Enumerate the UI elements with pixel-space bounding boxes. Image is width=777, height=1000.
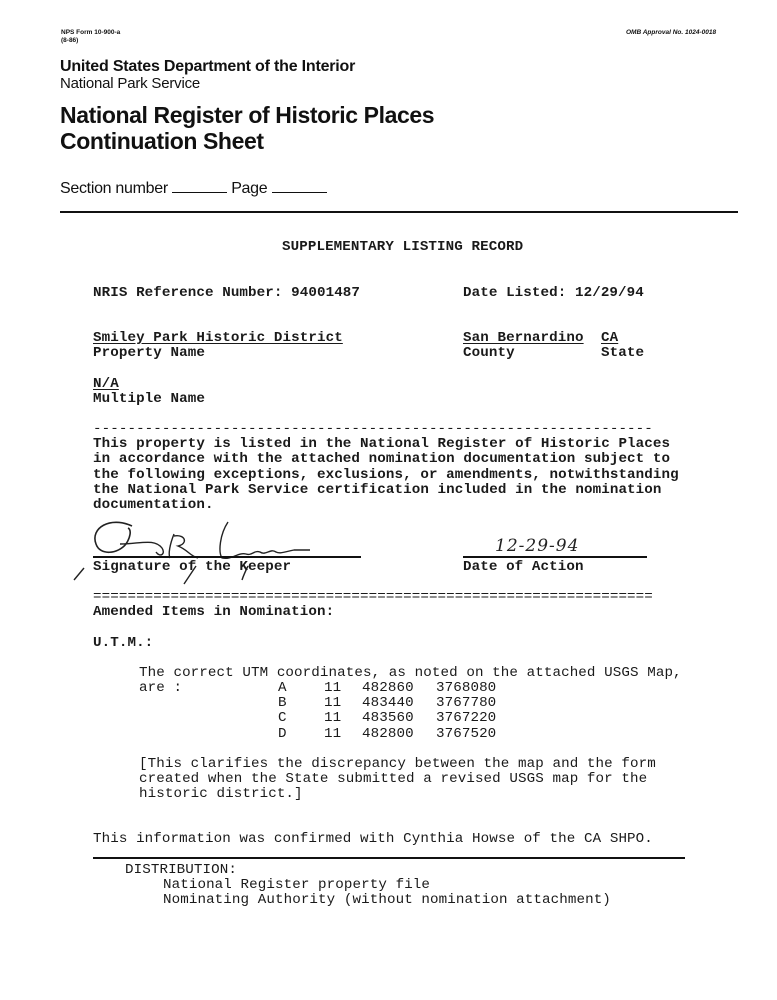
utm-point: B bbox=[278, 695, 287, 711]
utm-point: C bbox=[278, 710, 287, 726]
page-title-line1: National Register of Historic Places bbox=[60, 102, 435, 128]
department-name: United States Department of the Interior bbox=[60, 58, 356, 75]
utm-northing: 3768080 bbox=[436, 680, 497, 696]
utm-easting: 483560 bbox=[362, 710, 414, 726]
multiple-name-value: N/A bbox=[93, 376, 119, 392]
property-name-value: Smiley Park Historic District bbox=[93, 330, 343, 346]
double-divider: ================================================================= bbox=[93, 589, 653, 605]
statement-line-1: This property is listed in the National Register of Historic Places bbox=[93, 436, 671, 452]
utm-zone: 11 bbox=[324, 710, 342, 726]
form-number: NPS Form 10-900-a bbox=[61, 29, 121, 36]
utm-northing: 3767220 bbox=[436, 710, 497, 726]
utm-easting: 483440 bbox=[362, 695, 414, 711]
header-rule bbox=[60, 211, 738, 213]
utm-easting: 482860 bbox=[362, 680, 414, 696]
distribution-rule bbox=[93, 857, 685, 859]
statement-line-5: documentation. bbox=[93, 497, 214, 513]
distribution-item: National Register property file bbox=[163, 877, 431, 893]
utm-northing: 3767520 bbox=[436, 726, 497, 742]
statement-line-3: the following exceptions, exclusions, or amendments, notwithstanding bbox=[93, 467, 679, 483]
county-value: San Bernardino bbox=[463, 330, 584, 346]
confirmation-note: This information was confirmed with Cynthia Howse of the CA SHPO. bbox=[93, 831, 653, 847]
utm-point: D bbox=[278, 726, 287, 742]
utm-easting: 482800 bbox=[362, 726, 414, 742]
service-name: National Park Service bbox=[60, 75, 201, 92]
section-number-blank bbox=[172, 192, 227, 193]
utm-point: A bbox=[278, 680, 287, 696]
utm-zone: 11 bbox=[324, 695, 342, 711]
page-number-blank bbox=[272, 192, 327, 193]
section-number-label: Section number bbox=[60, 180, 168, 197]
distribution-item: Nominating Authority (without nomination attachment) bbox=[163, 892, 611, 908]
utm-zone: 11 bbox=[324, 726, 342, 742]
nris-reference: NRIS Reference Number: 94001487 bbox=[93, 285, 361, 301]
section-number-field bbox=[60, 180, 327, 198]
multiple-name-label: Multiple Name bbox=[93, 391, 205, 407]
state-label: State bbox=[601, 345, 645, 361]
county-label: County bbox=[463, 345, 515, 361]
form-date: (8-86) bbox=[61, 37, 79, 44]
record-heading: SUPPLEMENTARY LISTING RECORD bbox=[282, 239, 524, 255]
omb-number: OMB Approval No. 1024-0018 bbox=[626, 29, 717, 36]
amended-heading: Amended Items in Nomination: bbox=[93, 604, 335, 620]
utm-intro: The correct UTM coordinates, as noted on the attached USGS Map, bbox=[139, 665, 682, 681]
date-line bbox=[463, 556, 647, 558]
page-title-line2: Continuation Sheet bbox=[60, 128, 264, 154]
utm-zone: 11 bbox=[324, 680, 342, 696]
signature-label: Signature of the Keeper bbox=[93, 559, 292, 575]
distribution-heading: DISTRIBUTION: bbox=[125, 862, 237, 878]
clarification-line-3: historic district.] bbox=[139, 786, 303, 802]
action-date-handwritten: 12-29-94 bbox=[495, 536, 580, 556]
statement-line-2: in accordance with the attached nomination documentation subject to bbox=[93, 451, 671, 467]
page-label: Page bbox=[231, 180, 268, 197]
utm-are-label: are : bbox=[139, 680, 183, 696]
clarification-line-1: [This clarifies the discrepancy between the map and the form bbox=[139, 756, 656, 772]
dash-divider: ----------------------------------------------------------------- bbox=[93, 421, 653, 437]
statement-line-4: the National Park Service certification included in the nomination bbox=[93, 482, 662, 498]
date-listed: Date Listed: 12/29/94 bbox=[463, 285, 644, 301]
keeper-signature bbox=[70, 514, 370, 594]
state-value: CA bbox=[601, 330, 619, 346]
date-of-action-label: Date of Action bbox=[463, 559, 584, 575]
property-name-label: Property Name bbox=[93, 345, 205, 361]
clarification-line-2: created when the State submitted a revised USGS map for the bbox=[139, 771, 648, 787]
signature-line bbox=[93, 556, 361, 558]
utm-heading: U.T.M.: bbox=[93, 635, 154, 651]
utm-northing: 3767780 bbox=[436, 695, 497, 711]
